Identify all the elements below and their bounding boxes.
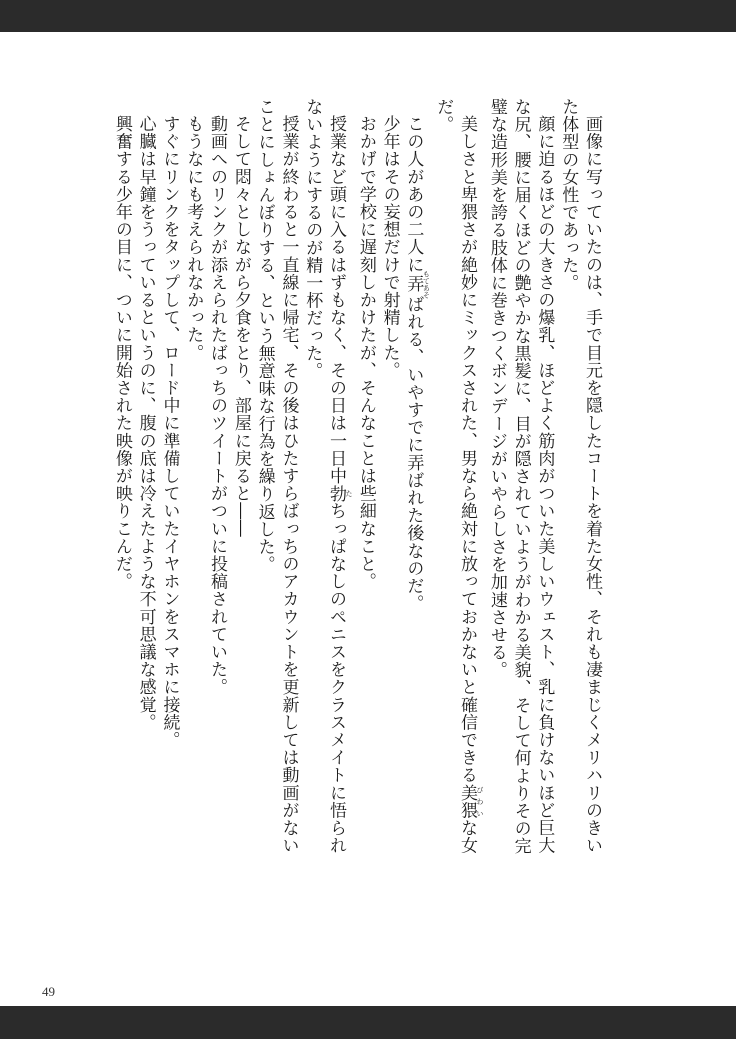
paragraph-3-suffix: な女だ。 [433,98,478,855]
paragraph-9: そして悶々としながら夕食をとり、部屋に戻ると―― [230,115,251,538]
ruby-biwai [457,783,485,820]
paragraph-4-suffix: ばれる、いやすでに弄ばれた後なのだ。 [403,295,424,613]
paragraph-1: 画像に写っていたのは、手で目元を隠したコートを着た女性、それも凄まじくメリハリのきいた体型の女性であった。 [558,98,602,855]
paragraph-5: 少年はその妄想だけで射精した。 [379,115,400,379]
page-number: 49 [42,984,55,999]
top-border-bar [0,0,736,32]
bottom-border-bar [0,1006,736,1039]
paragraph-3 [430,98,484,868]
ruby-moteaso-reading: もてあそ [422,270,431,299]
paragraph-11: もうなにも考えられなかった。 [183,115,204,362]
ruby-ta-base: 勃 [326,484,347,503]
paragraph-6: おかげで学校に遅刻しかけたが、そんなことは些細なこと。 [355,115,376,591]
paragraph-8: 授業が終わると一直線に帰宅、その後はひたすらばっちのアカウントを更新しては動画がないことにしょんぼりする、という無意味な行為を繰り返した。 [254,98,299,855]
ruby-biwai-base: 美猥 [457,783,478,820]
paragraph-12: すぐにリンクをタップして、ロード中に準備していたイヤホンをスマホに接続。 [159,115,180,749]
ruby-moteaso [403,270,431,299]
paragraph-4-prefix: この人があの二人に [403,115,424,274]
paragraph-10: 動画へのリンクが添えられたばっちのツイートがついに投稿されていた。 [207,115,228,696]
paragraph-14: 興奮する少年の目に、ついに開始された映像が映りこんだ。 [111,115,132,591]
ruby-ta-reading: た [345,484,354,503]
ruby-ta [326,484,354,503]
paragraph-7 [299,98,353,868]
vertical-text-body [109,98,603,868]
paragraph-13: 心臓は早鐘をうっているというのに、腹の底は冷えたような不可思議な感覚。 [135,115,156,731]
paragraph-3-prefix: 美しさと卑猥さが絶妙にミックスされた、男なら絶対に放っておかないと確信できる [457,115,478,784]
paragraph-4 [401,98,431,868]
paragraph-7-suffix: ちっぱなしのペニスをクラスメイトに悟られないようにするのが精一杯だった。 [302,98,347,855]
paragraph-2: 顔に迫るほどの大きさの爆乳、ほどよく筋肉がついた美しいウェスト、乳に負けないほど巨大な尻、腰に届くほどの艶やかな黒髪に、目が隠されていようがわかる美貌、そして何よりその完璧な造形美を誇る肢体に巻きつくボンデージがいやらしさを加速させる。 [486,98,555,855]
ruby-biwai-reading: びわい [476,783,485,819]
ruby-moteaso-base: 弄 [403,270,424,299]
paragraph-7-prefix: 授業など頭に入るはずもなく、その日は一日中 [326,115,347,485]
